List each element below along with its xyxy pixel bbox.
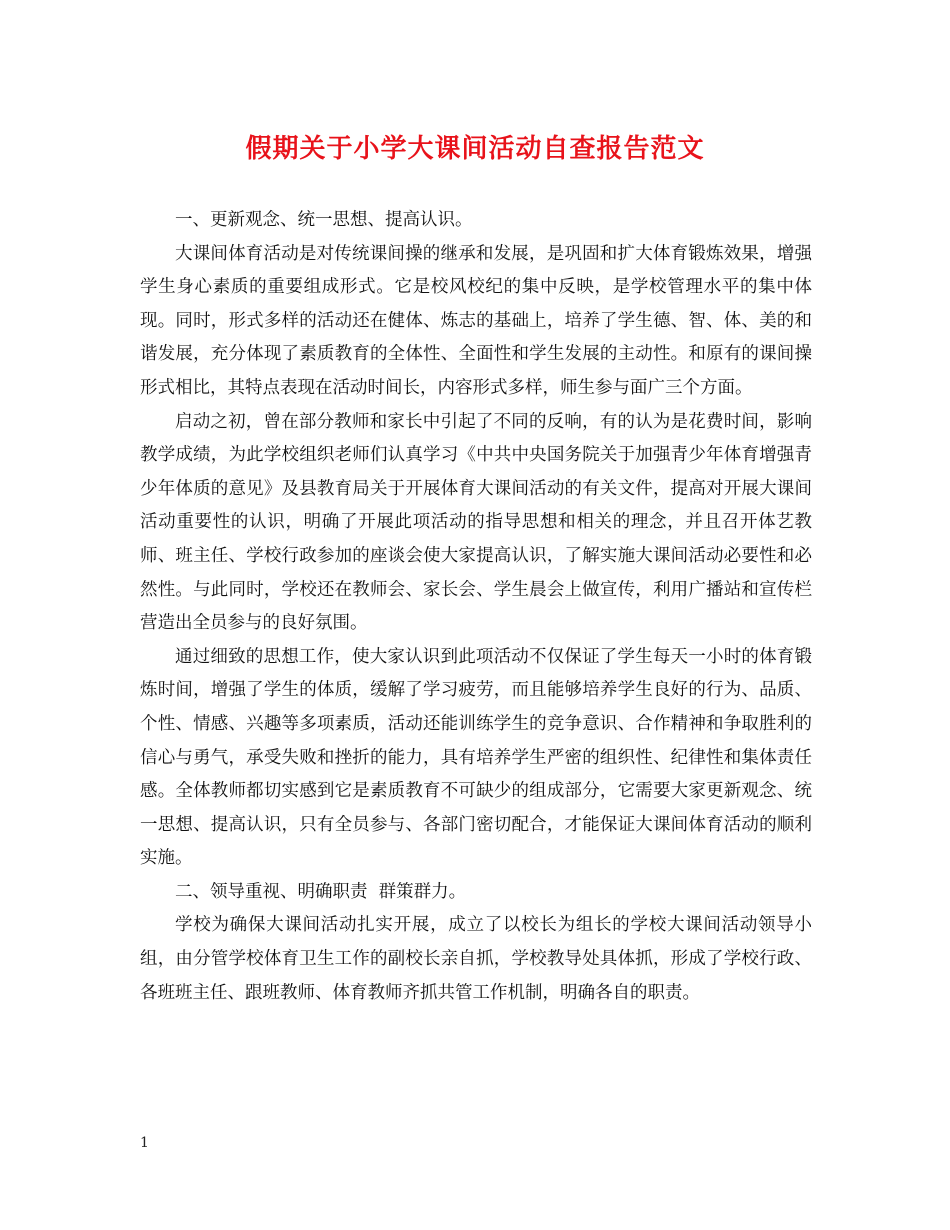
document-body	[140, 204, 812, 1010]
paragraph-1: 大课间体育活动是对传统课间操的继承和发展，是巩固和扩大体育锻炼效果，增强学生身心素质的重要组成形式。它是校风校纪的集中反映，是学校管理水平的集中体现。同时，形式多样的活动还在健体、炼志的基础上，培养了学生德、智、体、美的和谐发展，充分体现了素质教育的全体性、全面性和学生发展的主动性。和原有的课间操形式相比，其特点表现在活动时间长，内容形式多样，师生参与面广三个方面。	[140, 243, 812, 398]
page-number: 1	[140, 1135, 149, 1151]
paragraph-3: 通过细致的思想工作，使大家认识到此项活动不仅保证了学生每天一小时的体育锻炼时间，增强了学生的体质，缓解了学习疲劳，而且能够培养学生良好的行为、品质、个性、情感、兴趣等多项素质，活动还能训练学生的竞争意识、合作精神和争取胜利的信心与勇气，承受失败和挫折的能力，具有培养学生严密的组织性、纪律性和集体责任感。全体教师都切实感到它是素质教育不可缺少的组成部分，它需要大家更新观念、统一思想、提高认识，只有全员参与、各部门密切配合，才能保证大课间体育活动的顺利实施。	[140, 646, 812, 869]
section-heading-1: 一、更新观念、统一思想、提高认识。	[175, 210, 473, 230]
document-title: 假期关于小学大课间活动自查报告范文	[245, 134, 705, 164]
section-heading-2: 二、领导重视、明确职责 群策群力。	[175, 881, 467, 902]
paragraph-4: 学校为确保大课间活动扎实开展，成立了以校长为组长的学校大课间活动领导小组，由分管学校体育卫生工作的副校长亲自抓，学校教导处具体抓，形成了学校行政、各班班主任、跟班教师、体育教师齐抓共管工作机制，明确各自的职责。	[140, 915, 812, 1003]
paragraph-2: 启动之初，曾在部分教师和家长中引起了不同的反响，有的认为是花费时间，影响教学成绩，为此学校组织老师们认真学习《中共中央国务院关于加强青少年体育增强青少年体质的意见》及县教育局关于开展体育大课间活动的有关文件，提高对开展大课间活动重要性的认识，明确了开展此项活动的指导思想和相关的理念，并且召开体艺教师、班主任、学校行政参加的座谈会使大家提高认识，了解实施大课间活动必要性和必然性。与此同时，学校还在教师会、家长会、学生晨会上做宣传，利用广播站和宣传栏营造出全员参与的良好氛围。	[140, 411, 812, 634]
